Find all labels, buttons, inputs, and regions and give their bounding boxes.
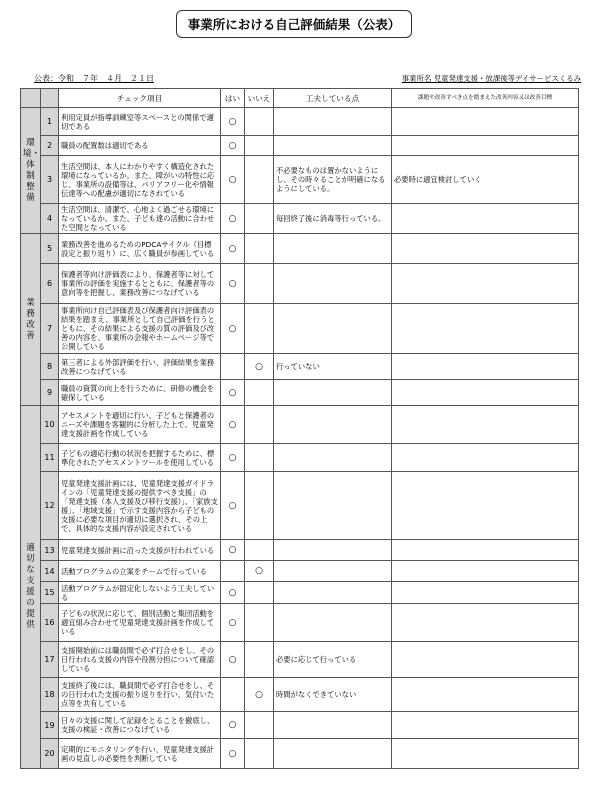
table-row	[21, 406, 579, 444]
effort-note	[274, 136, 392, 156]
table-row	[21, 739, 579, 769]
category-label: 業務改善	[21, 234, 41, 406]
no-mark	[245, 264, 274, 304]
check-item-text: 職員の資質の向上を行うために、研修の機会を確保している	[59, 380, 221, 406]
check-item-text: 保護者等向け評価表により、保護者等に対して事業所の評価を実施するとともに、保護者等の意向等を把握し、業務改善につなげている	[59, 264, 221, 304]
row-number: 17	[41, 642, 59, 678]
yes-mark: ○	[221, 304, 245, 354]
effort-note	[274, 264, 392, 304]
yes-mark: ○	[221, 108, 245, 136]
check-item-text: 児童発達支援計画には、児童発達支援ガイドラインの「児童発達支援の提供すべき支援」の「発達支援（本人支援及び移行支援）」、「家族支援」、「地域支援」で示す支援内容から子どもの支援に必要な項目が適切に選択され、その上で、具体的な支援内容が設定されている	[59, 472, 221, 540]
yes-mark: ○	[221, 712, 245, 739]
no-mark: ○	[245, 678, 274, 712]
table-row	[21, 444, 579, 472]
issue-note	[392, 406, 579, 444]
header-row	[21, 89, 579, 108]
table-row	[21, 354, 579, 380]
header-check-item: チェック項目	[59, 89, 221, 108]
table-row	[21, 642, 579, 678]
table-row	[21, 156, 579, 204]
row-number: 13	[41, 540, 59, 561]
header-yes: はい	[221, 89, 245, 108]
check-item-text: 活動プログラムの立案をチームで行っている	[59, 561, 221, 582]
yes-mark	[221, 678, 245, 712]
check-item-text: 事業所向け自己評価表及び保護者向け評価表の結果を踏まえ、事業所として自己評価を行うとともに、その結果による支援の質の評価及び改善の内容を、事業所の会報やホームページ等で公開している	[59, 304, 221, 354]
row-number: 3	[41, 156, 59, 204]
check-item-text: 児童発達支援計画に沿った支援が行われている	[59, 540, 221, 561]
issue-note	[392, 234, 579, 264]
table-row	[21, 304, 579, 354]
table-row	[21, 264, 579, 304]
no-mark	[245, 739, 274, 769]
no-mark	[245, 712, 274, 739]
effort-note: 行っていない	[274, 354, 392, 380]
evaluation-table	[20, 88, 579, 769]
effort-note: 時間がなくできていない	[274, 678, 392, 712]
issue-note	[392, 380, 579, 406]
issue-note	[392, 204, 579, 234]
check-item-text: 子どもの状況に応じて、個別活動と集団活動を適宜組み合わせて児童発達支援計画を作成している	[59, 604, 221, 642]
header-effort: 工夫している点	[274, 89, 392, 108]
header-issues: 課題や改善すべき点を踏まえた改善内容又は改善目標	[392, 89, 579, 108]
no-mark	[245, 642, 274, 678]
yes-mark: ○	[221, 582, 245, 604]
effort-note	[274, 712, 392, 739]
yes-mark: ○	[221, 444, 245, 472]
publish-date: 公表：令和 ７年 ４月 ２１日	[34, 74, 154, 83]
check-item-text: 日々の支援に関して記録をとることを徹底し、支援の検証・改善につなげている	[59, 712, 221, 739]
effort-note	[274, 304, 392, 354]
effort-note: 不必要なものは置かないようにし、その時々ることが明確になるようにしている。	[274, 156, 392, 204]
header-blank	[21, 89, 41, 108]
table-row	[21, 136, 579, 156]
issue-note: 必要時に適宜検討していく	[392, 156, 579, 204]
issue-note	[392, 108, 579, 136]
page-title: 事業所における自己評価結果（公表）	[176, 10, 412, 38]
effort-note: 毎回終了後に消毒等行っている。	[274, 204, 392, 234]
row-number: 5	[41, 234, 59, 264]
yes-mark	[221, 561, 245, 582]
table-row	[21, 234, 579, 264]
yes-mark: ○	[221, 406, 245, 444]
effort-note	[274, 108, 392, 136]
no-mark	[245, 582, 274, 604]
table-row	[21, 204, 579, 234]
row-number: 14	[41, 561, 59, 582]
row-number: 11	[41, 444, 59, 472]
yes-mark: ○	[221, 234, 245, 264]
effort-note	[274, 406, 392, 444]
yes-mark: ○	[221, 604, 245, 642]
check-item-text: 子どもの適応行動の状況を把握するために、標準化されたアセスメントツールを使用している	[59, 444, 221, 472]
check-item-text: 支援終了後には、職員間で必ず打合せをし、その日行われた支援の振り返りを行い、気付いた点等を共有している	[59, 678, 221, 712]
no-mark	[245, 304, 274, 354]
yes-mark: ○	[221, 204, 245, 234]
yes-mark: ○	[221, 642, 245, 678]
issue-note	[392, 264, 579, 304]
issue-note	[392, 354, 579, 380]
row-number: 1	[41, 108, 59, 136]
effort-note	[274, 380, 392, 406]
no-mark: ○	[245, 354, 274, 380]
row-number: 18	[41, 678, 59, 712]
table-row	[21, 472, 579, 540]
issue-note	[392, 739, 579, 769]
issue-note	[392, 582, 579, 604]
yes-mark	[221, 354, 245, 380]
check-item-text: 活動プログラムが固定化しないよう工夫している	[59, 582, 221, 604]
row-number: 12	[41, 472, 59, 540]
issue-note	[392, 304, 579, 354]
category-label: 適切な支援の提供	[21, 406, 41, 769]
row-number: 9	[41, 380, 59, 406]
row-number: 6	[41, 264, 59, 304]
table-row	[21, 108, 579, 136]
check-item-text: 利用定員が指導訓練室等スペースとの関係で適切である	[59, 108, 221, 136]
effort-note	[274, 739, 392, 769]
check-item-text: アセスメントを適切に行い、子どもと保護者のニーズや課題を客観的に分析した上で、児童発達支援計画を作成している	[59, 406, 221, 444]
row-number: 19	[41, 712, 59, 739]
yes-mark: ○	[221, 472, 245, 540]
effort-note: 必要に応じて行っている	[274, 642, 392, 678]
check-item-text: 業務改善を進めるためのPDCAサイクル（目標設定と振り返り）に、広く職員が参画している	[59, 234, 221, 264]
category-label: 環境・体制整備	[21, 108, 41, 234]
yes-mark: ○	[221, 540, 245, 561]
issue-note	[392, 642, 579, 678]
effort-note	[274, 472, 392, 540]
table-row	[21, 582, 579, 604]
issue-note	[392, 604, 579, 642]
row-number: 20	[41, 739, 59, 769]
header-blank	[41, 89, 59, 108]
no-mark	[245, 108, 274, 136]
table-row	[21, 712, 579, 739]
check-item-text: 生活空間は、本人にわかりやすく構造化された環境になっているか。また、障がいの特性に応じ、事業所の設備等は、バリアフリー化や情報伝達等への配慮が適切になされている	[59, 156, 221, 204]
no-mark	[245, 444, 274, 472]
issue-note	[392, 540, 579, 561]
yes-mark: ○	[221, 156, 245, 204]
no-mark	[245, 156, 274, 204]
no-mark	[245, 136, 274, 156]
check-item-text: 職員の配置数は適切である	[59, 136, 221, 156]
table-row	[21, 678, 579, 712]
row-number: 16	[41, 604, 59, 642]
yes-mark: ○	[221, 739, 245, 769]
issue-note	[392, 136, 579, 156]
table-row	[21, 561, 579, 582]
yes-mark: ○	[221, 264, 245, 304]
facility-name: 事業所名 児童発達支援・放課後等デイサービスくるみ	[401, 74, 581, 83]
no-mark	[245, 406, 274, 444]
no-mark	[245, 234, 274, 264]
effort-note	[274, 604, 392, 642]
effort-note	[274, 561, 392, 582]
no-mark	[245, 472, 274, 540]
check-item-text: 第三者による外部評価を行い、評価結果を業務改善につなげている	[59, 354, 221, 380]
effort-note	[274, 234, 392, 264]
no-mark	[245, 604, 274, 642]
row-number: 7	[41, 304, 59, 354]
yes-mark: ○	[221, 136, 245, 156]
check-item-text: 支援開始前には職員間で必ず打合せをし、その日行われる支援の内容や役割分担について確認している	[59, 642, 221, 678]
row-number: 4	[41, 204, 59, 234]
effort-note	[274, 540, 392, 561]
effort-note	[274, 444, 392, 472]
row-number: 10	[41, 406, 59, 444]
effort-note	[274, 582, 392, 604]
no-mark	[245, 540, 274, 561]
issue-note	[392, 678, 579, 712]
header-no: いいえ	[245, 89, 274, 108]
table-row	[21, 380, 579, 406]
row-number: 2	[41, 136, 59, 156]
no-mark	[245, 380, 274, 406]
issue-note	[392, 444, 579, 472]
no-mark: ○	[245, 561, 274, 582]
row-number: 8	[41, 354, 59, 380]
table-row	[21, 604, 579, 642]
issue-note	[392, 712, 579, 739]
no-mark	[245, 204, 274, 234]
table-row	[21, 540, 579, 561]
issue-note	[392, 472, 579, 540]
yes-mark: ○	[221, 380, 245, 406]
check-item-text: 定期的にモニタリングを行い、児童発達支援計画の見直しの必要性を判断している	[59, 739, 221, 769]
check-item-text: 生活空間は、清潔で、心地よく過ごせる環境になっているか。また、子ども達の活動に合わせた空間となっている	[59, 204, 221, 234]
row-number: 15	[41, 582, 59, 604]
issue-note	[392, 561, 579, 582]
